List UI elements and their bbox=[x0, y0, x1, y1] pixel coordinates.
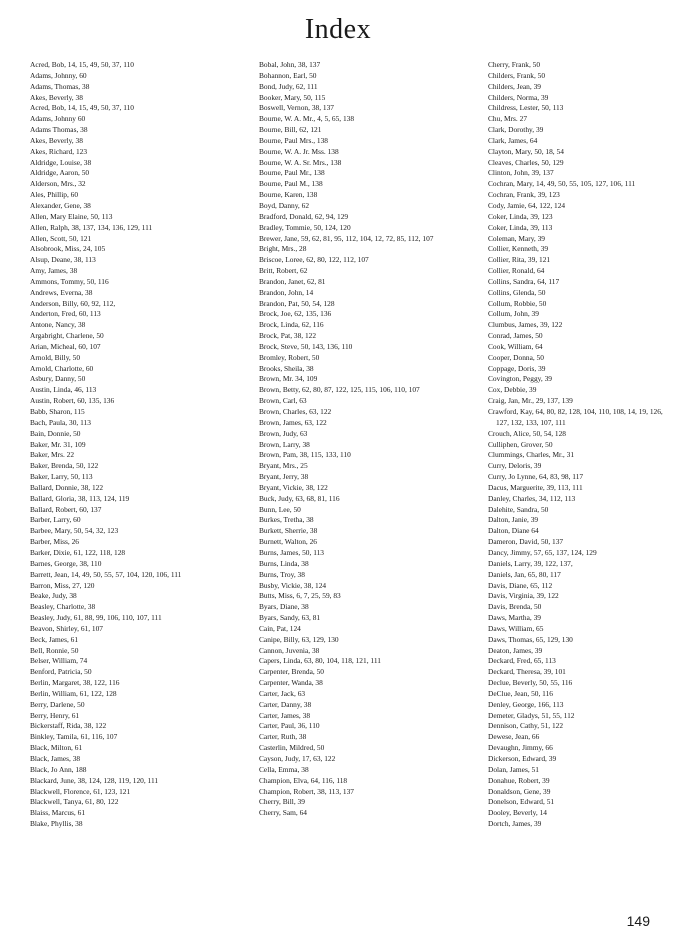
index-entry: Arian, Micheal, 60, 107 bbox=[30, 341, 101, 351]
index-entry: Bourne, Paul Mr., 138 bbox=[259, 168, 325, 178]
index-entry: Daws, Martha, 39 bbox=[488, 613, 541, 623]
index-entry: Donahue, Robert, 39 bbox=[488, 775, 550, 785]
index-entry: Cochran, Mary, 14, 49, 50, 55, 105, 127, 106, 111 bbox=[488, 179, 636, 189]
index-entry: Carter, Ruth, 38 bbox=[259, 732, 307, 742]
index-entry: Dalton, Janie, 39 bbox=[488, 515, 539, 525]
index-entry: Babb, Sharon, 115 bbox=[30, 407, 85, 416]
index-entry: Alexander, Gene, 38 bbox=[30, 200, 91, 210]
index-entry: Davis, Brenda, 50 bbox=[488, 602, 542, 612]
index-entry: Dooley, Beverly, 14 bbox=[488, 808, 547, 818]
index-entry: Danley, Charles, 34, 112, 113 bbox=[488, 493, 576, 503]
index-entry: Bobal, John, 38, 137 bbox=[259, 60, 321, 69]
index-entry: Barnes, George, 38, 110 bbox=[30, 558, 102, 568]
index-entry: Acred, Bob, 14, 15, 49, 50, 37, 110 bbox=[30, 103, 135, 113]
index-entry: Adams, Thomas, 38 bbox=[30, 81, 90, 91]
index-entry: Cherry, Sam, 64 bbox=[259, 808, 307, 818]
index-entry: Champion, Robert, 38, 113, 137 bbox=[259, 786, 354, 796]
index-entry: Coker, Linda, 39, 123 bbox=[488, 211, 553, 221]
index-entry: Blackwell, Florence, 61, 123, 121 bbox=[30, 786, 131, 796]
index-entry: Canipe, Billy, 63, 129, 130 bbox=[259, 634, 339, 644]
index-entry: Cody, Jamie, 64, 122, 124 bbox=[488, 200, 566, 210]
index-entry: Belser, William, 74 bbox=[30, 656, 88, 666]
index-entry: Bradford, Donald, 62, 94, 129 bbox=[259, 211, 349, 221]
index-entry: Devaughn, Jimmy, 66 bbox=[488, 743, 553, 753]
index-entry: Conrad, James, 50 bbox=[488, 331, 543, 341]
index-entry: Beasley, Charlotte, 38 bbox=[30, 602, 96, 612]
index-entry: Brown, Mr. 34, 109 bbox=[259, 374, 318, 384]
index-column-2 bbox=[259, 60, 473, 819]
index-entry: Allen, Ralph, 38, 137, 134, 136, 129, 111 bbox=[30, 222, 153, 232]
index-entry: Dalton, Diane 64 bbox=[488, 526, 539, 536]
index-entry: Andrews, Everna, 38 bbox=[30, 287, 93, 297]
index-entry: Bourne, W. A. Jr. Mss. 138 bbox=[259, 146, 339, 156]
index-entry: Aldridge, Louise, 38 bbox=[30, 157, 92, 167]
index-entry: Childress, Lester, 50, 113 bbox=[488, 103, 564, 113]
index-entry: Capers, Linda, 63, 80, 104, 118, 121, 111 bbox=[259, 656, 381, 666]
index-entry: Dewese, Jean, 66 bbox=[488, 732, 540, 742]
index-entry: Dolan, James, 51 bbox=[488, 764, 539, 774]
index-entry: Arnold, Billy, 50 bbox=[30, 352, 81, 362]
index-entry: Bourne, Paul Mrs., 138 bbox=[259, 135, 328, 145]
index-entry: Bromley, Robert, 50 bbox=[259, 352, 320, 362]
index-entry: Baker, Mrs. 22 bbox=[30, 450, 75, 460]
index-entry: Dacus, Marguerite, 39, 113, 111 bbox=[488, 482, 583, 492]
index-entry: Boswell, Vernon, 38, 137 bbox=[259, 103, 334, 113]
index-entry: Black, Milton, 61 bbox=[30, 743, 83, 753]
index-entry: Bourne, W. A. Mr., 4, 5, 65, 138 bbox=[259, 114, 355, 124]
index-entry: Blackwell, Tanya, 61, 80, 122 bbox=[30, 797, 119, 807]
index-column-3 bbox=[488, 60, 663, 830]
index-entry: Black, James, 38 bbox=[30, 754, 81, 763]
index-entry: Busby, Vickie, 38, 124 bbox=[259, 580, 327, 590]
index-entry: Burns, Linda, 38 bbox=[259, 558, 309, 568]
index-entry: Collier, Ronald, 64 bbox=[488, 266, 545, 276]
index-entry: Collins, Sandra, 64, 117 bbox=[488, 276, 560, 286]
index-entry: Bell, Ronnie, 50 bbox=[30, 645, 79, 655]
index-entry: Alsobrook, Miss, 24, 105 bbox=[30, 244, 106, 254]
index-entry: Dennison, Cathy, 51, 122 bbox=[488, 721, 564, 731]
index-entry: Deckard, Fred, 65, 113 bbox=[488, 656, 556, 666]
index-entry: Coker, Linda, 39, 113 bbox=[488, 222, 553, 232]
index-entry: Allen, Mary Elaine, 50, 113 bbox=[30, 211, 113, 221]
index-entry: Brown, Betty, 62, 80, 87, 122, 125, 115, 106, 110, 107 bbox=[259, 385, 420, 395]
index-entry: Ammons, Tommy, 50, 116 bbox=[30, 276, 109, 286]
index-entry: Daniels, Jan, 65, 80, 117 bbox=[488, 569, 561, 579]
index-entry: Dickerson, Edward, 39 bbox=[488, 754, 557, 763]
index-entry: Brown, Charles, 63, 122 bbox=[259, 407, 332, 416]
index-entry: Daws, William, 65 bbox=[488, 623, 544, 633]
index-entry: Chu, Mrs. 27 bbox=[488, 114, 528, 124]
index-entry: Argabright, Charlene, 50 bbox=[30, 331, 104, 341]
index-entry: Brown, Larry, 38 bbox=[259, 439, 310, 449]
index-entry: Berry, Darlene, 50 bbox=[30, 699, 85, 709]
index-entry: Bryant, Vickie, 38, 122 bbox=[259, 482, 328, 492]
index-entry: Donaldson, Gene, 39 bbox=[488, 786, 551, 796]
index-entry: Clark, James, 64 bbox=[488, 135, 538, 145]
index-entry: Boyd, Danny, 62 bbox=[259, 200, 310, 210]
index-entry: Covington, Peggy, 39 bbox=[488, 374, 552, 384]
index-entry: Declue, Beverly, 50, 55, 116 bbox=[488, 678, 573, 688]
index-entry: Ballard, Robert, 60, 137 bbox=[30, 504, 102, 514]
index-entry: Adams, Johnny, 60 bbox=[30, 70, 87, 80]
index-entry: Barker, Dixie, 61, 122, 118, 128 bbox=[30, 547, 126, 557]
index-entry: Berlin, William, 61, 122, 128 bbox=[30, 688, 117, 698]
index-entry: Brock, Steve, 50, 143, 136, 110 bbox=[259, 341, 353, 351]
index-entry: Deaton, James, 39 bbox=[488, 645, 543, 655]
index-entry: Burns, James, 50, 113 bbox=[259, 547, 325, 557]
index-entry: Butts, Miss, 6, 7, 25, 59, 83 bbox=[259, 591, 341, 601]
index-entry: Clumbus, James, 39, 122 bbox=[488, 320, 563, 330]
index-entry: Beasley, Judy, 61, 88, 99, 106, 110, 107, 111 bbox=[30, 613, 162, 623]
index-entry: Binkley, Tamila, 61, 116, 107 bbox=[30, 732, 118, 742]
index-entry: Barrett, Jean, 14, 49, 50, 55, 57, 104, 120, 106, 111 bbox=[30, 569, 182, 579]
index-entry: Bourne, Bill, 62, 121 bbox=[259, 125, 322, 135]
index-entry: Craig, Jan, Mr., 29, 137, 139 bbox=[488, 396, 573, 406]
index-entry: Culliphen, Grover, 50 bbox=[488, 439, 553, 449]
index-entry: Burkett, Sherrie, 38 bbox=[259, 526, 318, 536]
index-entry: Collier, Kenneth, 39 bbox=[488, 244, 549, 254]
index-entry: Beake, Judy, 38 bbox=[30, 591, 77, 601]
index-entry: Carter, Jack, 63 bbox=[259, 688, 306, 698]
index-entry: Daws, Thomas, 65, 129, 130 bbox=[488, 634, 573, 644]
index-entry: Coleman, Mary, 39 bbox=[488, 233, 545, 243]
index-entry: Burkes, Tretha, 38 bbox=[259, 515, 314, 525]
index-entry: Davis, Virginia, 39, 122 bbox=[488, 591, 559, 601]
index-entry: Curry, Jo Lynne, 64, 83, 98, 117 bbox=[488, 472, 584, 482]
index-entry: Cleaves, Charles, 50, 129 bbox=[488, 157, 564, 167]
index-entry: Brown, James, 63, 122 bbox=[259, 417, 327, 427]
index-entry: Akes, Beverly, 38 bbox=[30, 135, 83, 145]
index-entry: Allen, Scott, 50, 121 bbox=[30, 233, 92, 243]
index-entry: Bradley, Tommie, 50, 124, 120 bbox=[259, 222, 351, 232]
index-entry: Brandon, Pat, 50, 54, 128 bbox=[259, 298, 335, 308]
index-entry: Ballard, Gloria, 38, 113, 124, 119 bbox=[30, 493, 130, 503]
index-entry: Brandon, John, 14 bbox=[259, 287, 314, 297]
index-entry: Bourne, Paul M., 138 bbox=[259, 179, 323, 189]
page-title: Index bbox=[304, 14, 372, 45]
index-entry: Burnett, Walton, 26 bbox=[259, 537, 317, 547]
index-entry: Cella, Emma, 38 bbox=[259, 764, 309, 774]
index-entry: Britt, Robert, 62 bbox=[259, 266, 308, 276]
index-entry: Brown, Judy, 63 bbox=[259, 428, 308, 438]
index-entry: Blaiss, Marcus, 61 bbox=[30, 808, 86, 818]
index-entry: Aldridge, Aaron, 50 bbox=[30, 168, 90, 178]
index-entry: Austin, Robert, 60, 135, 136 bbox=[30, 396, 115, 406]
index-entry: Dancy, Jimmy, 57, 65, 137, 124, 129 bbox=[488, 547, 597, 557]
index-entry: Booker, Mary, 50, 115 bbox=[259, 92, 326, 102]
index-entry: Clinton, John, 39, 137 bbox=[488, 168, 554, 178]
page-number: 149 bbox=[626, 913, 650, 929]
index-entry: Ales, Phillip, 60 bbox=[30, 190, 79, 200]
index-entry: Davis, Diane, 65, 112 bbox=[488, 580, 553, 590]
index-entry: Bickerstaff, Rida, 38, 122 bbox=[30, 721, 107, 731]
index-entry: Asbury, Danny, 50 bbox=[30, 374, 86, 384]
index-entry: Casterlin, Mildred, 50 bbox=[259, 743, 325, 753]
index-entry: Berry, Henry, 61 bbox=[30, 710, 80, 720]
index-entry: Bain, Donnie, 50 bbox=[30, 428, 81, 438]
index-entry: Brock, Joe, 62, 135, 136 bbox=[259, 309, 332, 319]
index-entry: Baker, Larry, 50, 113 bbox=[30, 472, 93, 482]
index-entry: Demeter, Gladys, 51, 55, 112 bbox=[488, 710, 575, 720]
index-entry: Bourne, Karen, 138 bbox=[259, 190, 318, 200]
index-entry: Antone, Nancy, 38 bbox=[30, 320, 86, 330]
index-entry: Carpenter, Brenda, 50 bbox=[259, 667, 324, 677]
index-entry: Brock, Pat, 38, 122 bbox=[259, 331, 317, 341]
index-entry: Austin, Linda, 46, 113 bbox=[30, 385, 97, 395]
index-entry: Clummings, Charles, Mr., 31 bbox=[488, 450, 575, 460]
index-entry: Cannon, Juvenia, 38 bbox=[259, 645, 320, 655]
index-entry: Briscoe, Loree, 62, 80, 122, 112, 107 bbox=[259, 255, 369, 265]
index-entry: Barber, Larry, 60 bbox=[30, 515, 81, 525]
index-entry: Denley, George, 166, 113 bbox=[488, 699, 564, 709]
index-entry: Byars, Sandy, 63, 81 bbox=[259, 613, 321, 623]
index-entry: Brock, Linda, 62, 116 bbox=[259, 320, 324, 330]
index-entry: Byars, Diane, 38 bbox=[259, 602, 309, 612]
index-entry: Coppage, Doris, 39 bbox=[488, 363, 546, 373]
index-entry: Dortch, James, 39 bbox=[488, 819, 542, 829]
index-entry: Benford, Patricia, 50 bbox=[30, 667, 92, 677]
index-entry: Beavon, Shirley, 61, 107 bbox=[30, 623, 104, 633]
index-entry: Childers, Norma, 39 bbox=[488, 92, 549, 102]
index-entry: Burns, Troy, 38 bbox=[259, 569, 305, 579]
index-entry: DeClue, Jean, 50, 116 bbox=[488, 688, 553, 698]
index-column-1 bbox=[30, 60, 225, 830]
index-entry: Bohannon, Earl, 50 bbox=[259, 70, 317, 80]
index-entry: Champion, Elva, 64, 116, 118 bbox=[259, 775, 348, 785]
index-entry: Anderson, Billy, 60, 92, 112, bbox=[30, 298, 116, 308]
index-entry: Bright, Mrs., 28 bbox=[259, 244, 307, 254]
index-entry: Baker, Brenda, 50, 122 bbox=[30, 461, 99, 471]
index-entry: Akes, Beverly, 38 bbox=[30, 92, 83, 102]
index-entry: Collins, Glenda, 50 bbox=[488, 287, 546, 297]
index-entry: Akes, Richard, 123 bbox=[30, 146, 88, 156]
index-entry: Bach, Paula, 30, 113 bbox=[30, 417, 91, 427]
index-entry: Dalehite, Sandra, 50 bbox=[488, 504, 549, 514]
index-entry: Bryant, Jerry, 38 bbox=[259, 472, 309, 482]
index-entry: Beck, James, 61 bbox=[30, 634, 79, 644]
index-entry: Adams Thomas, 38 bbox=[30, 125, 88, 135]
index-entry: Curry, Deloris, 39 bbox=[488, 461, 542, 471]
index-entry: Brown, Carl, 63 bbox=[259, 396, 307, 406]
index-entry: Dameron, David, 50, 137 bbox=[488, 537, 564, 547]
index-entry: Carter, Danny, 38 bbox=[259, 699, 312, 709]
index-entry: Donelson, Edward, 51 bbox=[488, 797, 555, 807]
index-entry: Acred, Bob, 14, 15, 49, 50, 37, 110 bbox=[30, 60, 135, 69]
index-entry: Bourne, W. A. Sr. Mrs., 138 bbox=[259, 157, 342, 167]
index-entry: Collum, Robbie, 50 bbox=[488, 298, 547, 308]
index-entry: Cherry, Bill, 39 bbox=[259, 797, 305, 807]
index-entry: Adams, Johnny 60 bbox=[30, 114, 86, 124]
index-entry: Daniels, Larry, 39, 122, 137, bbox=[488, 558, 573, 568]
index-entry: Cochran, Frank, 39, 123 bbox=[488, 190, 560, 200]
index-entry: Childers, Jean, 39 bbox=[488, 81, 541, 91]
index-entry: Clayton, Mary, 50, 18, 54 bbox=[488, 146, 564, 156]
index-entry: Arnold, Charlotte, 60 bbox=[30, 363, 94, 373]
index-entry: Amy, James, 38 bbox=[30, 266, 78, 276]
index-entry: Black, Jo Ann, 188 bbox=[30, 764, 87, 774]
index-entry: Collier, Rita, 39, 121 bbox=[488, 255, 551, 265]
index-entry: Childers, Frank, 50 bbox=[488, 70, 546, 80]
index-entry: Alsup, Deane, 38, 113 bbox=[30, 255, 96, 265]
index-entry: Alderson, Mrs., 32 bbox=[30, 179, 86, 189]
index-entry: Cox, Debbie, 39 bbox=[488, 385, 537, 395]
index-entry: Carpenter, Wanda, 38 bbox=[259, 678, 323, 688]
index-entry: Barber, Miss, 26 bbox=[30, 537, 79, 547]
index-entry: Ballard, Donnie, 38, 122 bbox=[30, 482, 104, 492]
index-entry: Cain, Pat, 124 bbox=[259, 623, 301, 633]
index-entry: Cooper, Donna, 50 bbox=[488, 352, 544, 362]
index-entry: Clark, Dorothy, 39 bbox=[488, 125, 544, 135]
index-entry: Barbee, Mary, 50, 54, 32, 123 bbox=[30, 526, 119, 536]
index-entry: Cook, William, 64 bbox=[488, 341, 543, 351]
index-entry: Carter, Paul, 36, 110 bbox=[259, 721, 320, 731]
index-entry: Crouch, Alice, 50, 54, 128 bbox=[488, 428, 567, 438]
index-entry: Brewer, Jane, 59, 62, 81, 95, 112, 104, 12, 72, 85, 112, 107 bbox=[259, 233, 434, 243]
index-entry: Berlin, Margaret, 38, 122, 116 bbox=[30, 678, 120, 688]
index-entry: Blake, Phyllis, 38 bbox=[30, 819, 83, 829]
index-entry: Brandon, Janet, 62, 81 bbox=[259, 276, 326, 286]
index-entry: Anderton, Fred, 60, 113 bbox=[30, 309, 101, 319]
index-entry: Baker, Mr. 31, 109 bbox=[30, 439, 86, 449]
index-entry: Crawford, Kay, 64, 80, 82, 128, 104, 110, 108, 14, 19, 126, 127, 132, 133, 107, 111 bbox=[488, 407, 663, 427]
index-entry: Buck, Judy, 63, 68, 81, 116 bbox=[259, 493, 340, 503]
index-entry: Barron, Miss, 27, 120 bbox=[30, 580, 95, 590]
index-entry: Blackard, June, 38, 124, 128, 119, 120, 111 bbox=[30, 775, 159, 785]
index-entry: Brown, Pam, 38, 115, 133, 110 bbox=[259, 450, 351, 460]
index-entry: Deckard, Theresa, 39, 101 bbox=[488, 667, 566, 677]
index-entry: Carter, James, 38 bbox=[259, 710, 311, 720]
index-entry: Cherry, Frank, 50 bbox=[488, 60, 541, 69]
index-entry: Cayson, Judy, 17, 63, 122 bbox=[259, 754, 336, 763]
index-entry: Bond, Judy, 62, 111 bbox=[259, 81, 318, 91]
index-entry: Brooks, Sheila, 38 bbox=[259, 363, 314, 373]
index-entry: Bryant, Mrs., 25 bbox=[259, 461, 308, 471]
index-entry: Bunn, Lee, 50 bbox=[259, 504, 301, 514]
index-entry: Collum, John, 39 bbox=[488, 309, 539, 319]
